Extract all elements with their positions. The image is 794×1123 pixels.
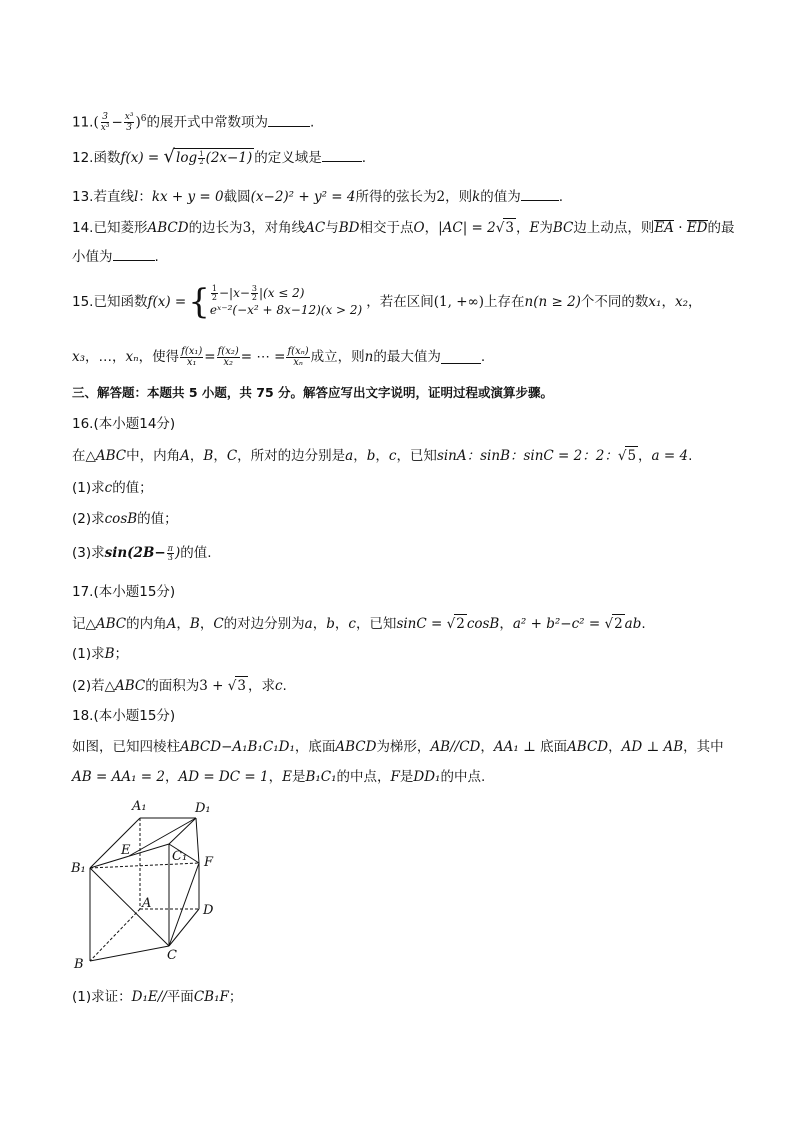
q18-statement-line-2: AB = AA₁ = 2，AD = DC = 1，E是B₁C₁的中点，F是DD₁的中点. bbox=[72, 769, 486, 785]
label-F: F bbox=[204, 855, 214, 870]
q11-frac-1: $\frac{3}{\text{x³}}$ bbox=[100, 112, 110, 133]
section-3-heading: 三、解答题：本题共 5 小题，共 75 分。解答应写出文字说明，证明过程或演算步骤。 bbox=[72, 385, 554, 400]
vector-EA: EA bbox=[654, 220, 674, 236]
label-D: D bbox=[203, 903, 214, 918]
q18-part-1: (1)求证：D₁E//平面CB₁F； bbox=[72, 989, 243, 1005]
label-A1: A₁ bbox=[132, 799, 147, 814]
question-13: 13.若直线l：kx + y = 0截圆(x−2)² + y² = 4所得的弦长为2，则k的值为 . bbox=[72, 189, 564, 205]
label-B1: B₁ bbox=[71, 861, 86, 876]
question-14-line-2: 小值为 . bbox=[72, 249, 159, 265]
q11-frac-2: $\frac{\text{x³}}{3}$ bbox=[124, 112, 134, 133]
vector-ED: ED bbox=[686, 220, 708, 236]
label-E: E bbox=[121, 843, 131, 858]
piecewise-brace: { bbox=[188, 282, 210, 322]
q16-part-3: (3)求 sin(2B− $\frac{\pi}{3}$ ) 的值. bbox=[72, 543, 212, 562]
label-B: B bbox=[74, 957, 84, 972]
q12-radical: log $\frac{1}{2}$ (2x−1) bbox=[176, 149, 253, 166]
label-D1: D₁ bbox=[195, 801, 211, 816]
question-15-line-2: x₃ ，…， xₙ ，使得 $\frac{\text{f(x₁)}}{\text{x₁}}$ = $\frac{\text{f(x₂)}}{\text{x₂}}$ = ⋯ = $\frac{\text{f(xₙ)}}{\text{xₙ}}$ 成立，则 n 的最大值为 . bbox=[72, 345, 486, 368]
q16-statement: 在△ABC中，内角A，B，C，所对的边分别是a，b，c，已知sinA：sinB：sinC = 2：2：√5 ，a = 4. bbox=[72, 448, 693, 464]
q18-header: 18.(本小题15分) bbox=[72, 708, 176, 724]
q16-part-1: (1)求c的值； bbox=[72, 480, 153, 496]
question-14-line-1: 14.已知菱形ABCD的边长为3，对角线AC与BD相交于点O，|AC| = 2√3 ，E为BC边上动点，则EA · ED的最 bbox=[72, 220, 735, 236]
q16-header: 16.(本小题14分) bbox=[72, 416, 176, 432]
question-11: 11.( $\frac{3}{\text{x³}}$ − $\frac{\text{x³}}{3}$ )$^6$的展开式中常数项为 . bbox=[72, 112, 315, 133]
prism-figure bbox=[66, 796, 226, 976]
q17-header: 17.(本小题15分) bbox=[72, 584, 176, 600]
q11-exponent: 6 bbox=[140, 114, 147, 124]
question-15-line-1: 15.已知函数 f(x) = { $\frac{1}{2}$ −|x− $\frac{3}{2}$ |(x ≤ 2) eˣ⁻²(−x² + 8x−12)(x > 2) ，若在区间 (1, +∞) 上存在 n(n ≥ 2) 个不同的数 x₁ ， x₂ ， bbox=[72, 282, 702, 322]
q16-part-2: (2)求cosB的值； bbox=[72, 511, 178, 527]
q14-answer-blank bbox=[113, 248, 155, 261]
q17-part-2: (2)若△ABC的面积为3 + √3 ，求c. bbox=[72, 678, 287, 694]
q11-number: 11. bbox=[72, 114, 94, 131]
q18-statement-line-1: 如图，已知四棱柱ABCD−A₁B₁C₁D₁，底面ABCD为梯形，AB//CD，AA₁ ⊥ 底面ABCD，AD ⊥ AB，其中 bbox=[72, 739, 724, 755]
label-C1: C₁ bbox=[172, 849, 188, 864]
q11-answer-blank bbox=[268, 114, 310, 127]
q17-part-1: (1)求B； bbox=[72, 646, 129, 662]
q13-answer-blank bbox=[521, 188, 559, 201]
piecewise-cases: $\frac{1}{2}$ −|x− $\frac{3}{2}$ |(x ≤ 2) eˣ⁻²(−x² + 8x−12)(x > 2) bbox=[209, 284, 363, 317]
q12-answer-blank bbox=[322, 149, 362, 162]
q15-answer-blank bbox=[441, 351, 481, 364]
q17-statement: 记△ABC的内角A，B，C的对边分别为a，b，c，已知sinC = √2 cosB，a² + b²−c² = √2 ab. bbox=[72, 616, 646, 632]
label-A: A bbox=[142, 896, 152, 911]
label-C: C bbox=[167, 948, 177, 963]
question-12: 12.函数f(x) = √log $\frac{1}{2}$ (2x−1) 的定义域是 . bbox=[72, 146, 367, 167]
